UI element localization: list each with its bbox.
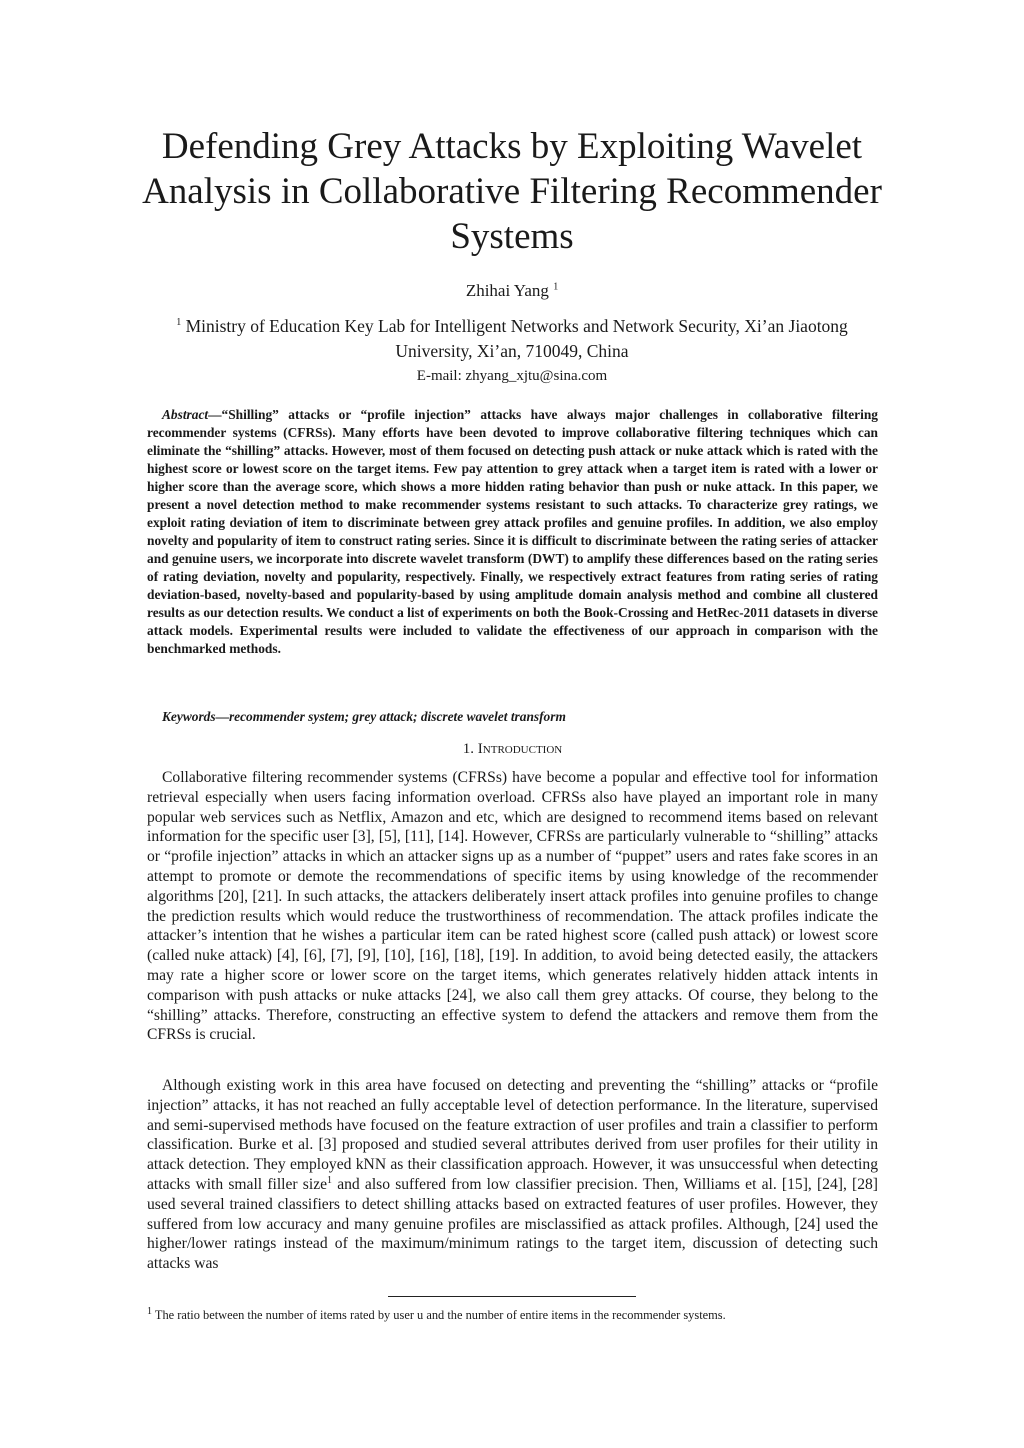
footnote-reference-marker: 1 [327,1174,333,1186]
paragraph-2-text-b: and also suffered from low classifier precision. Then, Williams et al. [15], [24], [28] used several trained classifiers to detect shilling attacks based on extracted features of user profiles. However, they suffered from low accuracy and many genuine profiles are misclassified as attack profiles. Although, [24] used the higher/lower ratings instead of the maximum/minimum ratings to the target item, discussion of detecting such attacks was [147,1175,878,1273]
affiliation [140,314,884,364]
keywords-text: Keywords—recommender system; grey attack; discrete wavelet transform [162,709,566,724]
keywords [147,708,878,726]
section-title: Introduction [477,741,563,757]
affiliation-text: Ministry of Education Key Lab for Intelligent Networks and Network Security, Xi’an Jiaotong University, Xi’an, 710049, China [185,316,848,361]
author-email: E-mail: zhyang_xjtu@sina.com [416,368,608,384]
paper-title: Defending Grey Attacks by Exploiting Wavelet Analysis in Collaborative Filtering Recommender Systems [142,126,882,257]
footnote-text: The ratio between the number of items rated by user u and the number of entire items in the recommender systems. [154,1308,726,1322]
paragraph-1-text: Collaborative filtering recommender systems (CFRSs) have become a popular and effective tool for information retrieval especially when users facing information overload. CFRSs also have played an important role in many popular web services such as Netflix, Amazon and etc, which are designed to recommend items based on relevant information for the specific user [3], [5], [11], [14]. However, CFRSs are particularly vulnerable to “shilling” attacks or “profile injection” attacks in which an attacker signs up as a number of “puppet” users and rates fake scores in an attempt to promote or demote the recommendations of specific items by using knowledge of the recommender algorithms [20], [21]. In such attacks, the attackers deliberately insert attack profiles into genuine profiles to change the prediction results which would reduce the trustworthiness of recommendation. The attack profiles indicate the attacker’s intention that he wishes a particular item can be rated highest score (called push attack) or lowest score (called nuke attack) [4], [6], [7], [9], [10], [16], [18], [19]. In addition, to avoid being detected easily, the attackers may rate a higher score or lower score on the target items, which generates relatively hidden attack intents in comparison with push attacks or nuke attacks [24], we also call them grey attacks. Of course, they belong to the “shilling” attacks. Therefore, constructing an effective system to defend the attackers and remove them from the CFRSs is crucial. [147,769,878,1044]
section-heading-introduction [147,738,878,760]
author-line [100,280,924,302]
paragraph-2 [147,1076,878,1274]
paragraph-2-text-a: Although existing work in this area have focused on detecting and preventing the “shilling” attacks or “profile injection” attacks, it has not reached an fully acceptable level of detection performance. In the literature, supervised and semi-supervised methods have focused on the feature extraction of user profiles and train a classifier to perform classification. Burke et al. [3] proposed and studied several attributes derived from user profiles for their utility in attack detection. They employed kNN as their classification approach. However, it was unsuccessful when detecting attacks with small filler size [147,1077,878,1193]
affiliation-marker: 1 [176,317,182,329]
abstract-label: Abstract [162,407,209,422]
section-number: 1. [462,741,475,757]
abstract [147,406,878,658]
footnote [147,1306,907,1324]
abstract-dash: — [208,407,222,422]
footnote-marker: 1 [147,1305,152,1317]
footnote-divider [388,1296,636,1297]
paragraph-1 [147,768,878,1045]
abstract-text: “Shilling” attacks or “profile injection” attacks have always major challenges in collaborative filtering recommender systems (CFRSs). Many efforts have been devoted to improve collaborative filtering techniques which can eliminate the “shilling” attacks. However, most of them focused on detecting push attack or nuke attack which is rated with the highest score or lowest score on the target items. Few pay attention to grey attack when a target item is rated with a lower or higher score than the average score, which shows a more hidden rating behavior than push or nuke attack. In this paper, we present a novel detection method to make recommender systems resistant to such attacks. To characterize grey ratings, we exploit rating deviation of item to discriminate between grey attack profiles and genuine profiles. In addition, we also employ novelty and popularity of item to construct rating series. Since it is difficult to discriminate between the rating series of attacker and genuine users, we incorporate into discrete wavelet transform (DWT) to amplify these differences based on the rating series of rating deviation, novelty and popularity, respectively. Finally, we respectively extract features from rating series of rating deviation-based, novelty-based and popularity-based by using amplitude domain analysis method and combine all clustered results as our detection results. We conduct a list of experiments on both the Book-Crossing and HetRec-2011 datasets in diverse attack models. Experimental results were included to validate the effectiveness of our approach in comparison with the benchmarked methods. [147,407,878,656]
author-name: Zhihai Yang [465,281,549,300]
author-affiliation-marker: 1 [553,281,559,293]
